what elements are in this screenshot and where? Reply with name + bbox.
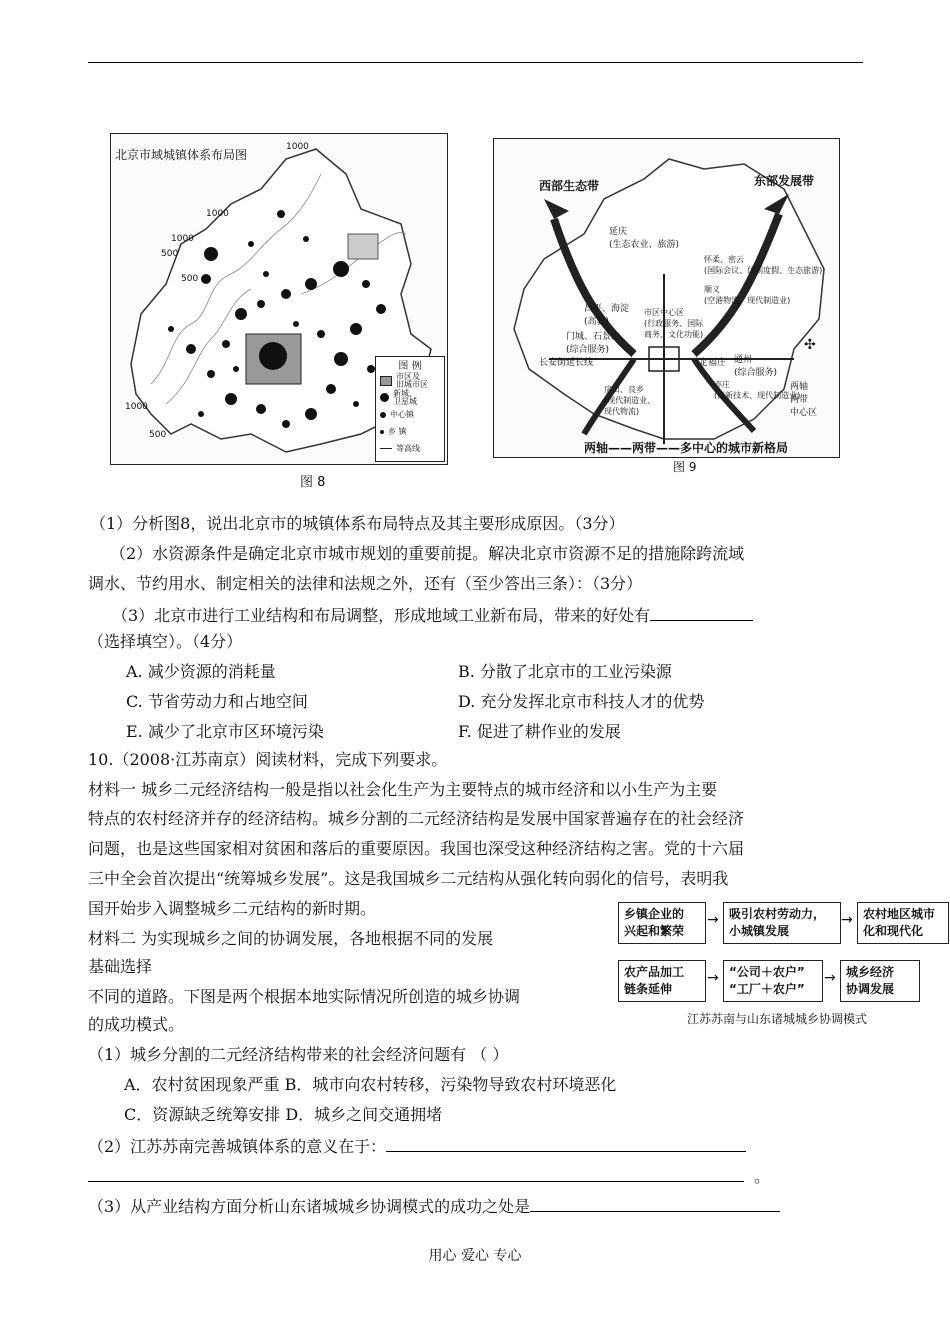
option-b[interactable]: B. 分散了北京市的工业污染源 [458,662,672,681]
sub-question-1: （1）城乡分割的二元经济结构带来的社会经济问题有 （ ） [88,1045,509,1064]
legend-row [376,423,444,440]
material-2-line: 不同的道路。下图是两个根据本地实际情况所创造的城乡协调 [88,987,521,1006]
question-10-head: 10.（2008·江苏南京）阅读材料，完成下列要求。 [88,750,448,769]
legend-title: 图 例 [398,361,422,372]
option-d[interactable]: D. 充分发挥北京市科技人才的优势 [458,692,705,711]
question-3-text: （3）北京市进行工业结构和布局调整，形成地域工业新布局，带来的好处有 [112,606,651,625]
option-a[interactable]: A. 减少资源的消耗量 [126,662,276,681]
sub-question-1-options[interactable]: A．农村贫困现象严重 B．城市向农村转移，污染物导致农村环境恶化 [124,1075,617,1094]
legend-label: 两轴 [790,382,809,392]
map-label: 昌平、海淀 (高教) [584,304,630,327]
map-label: 定福庄 [699,358,727,368]
flow-box: 农产品加工 链条延伸 [618,960,706,1002]
figure8-title: 北京市域城镇体系布局图 [115,148,248,162]
sub-question-3-text: （3）从产业结构方面分析山东诸城城乡协调模式的成功之处是 [88,1197,531,1216]
figure8-caption: 图 8 [300,475,326,490]
sub-question-2 [88,1133,746,1159]
map-label: 顺义 (空港物流、现代制造业) [704,285,791,305]
map-label: 亦庄 (高新技术、现代制造业) [714,380,801,400]
legend-label: 新城、 卫星城 [393,388,417,406]
sub-question-1-options[interactable]: C．资源缺乏统筹安排 D．城乡之间交通拥堵 [124,1105,443,1124]
legend-row [376,440,444,457]
question-2-line2: 调水、节约用水、制定相关的法律和法规之外，还有（至少答出三条）：（3分） [88,574,643,593]
legend-row [376,389,444,406]
arrow-right-icon: → [707,970,719,986]
page-footer: 用心 爱心 专心 [428,1248,522,1264]
map-label: 通州 (综合服务) [734,355,778,378]
question-1: （1）分析图8，说出北京市的城镇体系布局特点及其主要形成原因。（3分） [90,514,625,533]
material-1-line: 特点的农村经济并存的经济结构。城乡分割的二元经济结构是发展中国家普遍存在的社会经济 [88,809,745,828]
question-3-line1 [112,602,753,628]
answer-blank[interactable] [650,602,753,621]
map-label: 延庆 (生态农业、旅游) [609,227,680,250]
period: 。 [754,1167,771,1186]
material-1-line: 三中全会首次提出“统筹城乡发展”。这是我国城乡二元结构从强化转向弱化的信号，表明我 [88,869,729,888]
legend-label: 中心区 [790,408,818,418]
sub-question-2-continued [88,1163,770,1189]
option-c[interactable]: C. 节省劳动力和占地空间 [126,692,308,711]
option-f[interactable]: F. 促进了耕作业的发展 [458,722,621,741]
material-1-line: 问题，也是这些国家相对贫困和落后的重要原因。我国也深受这种经济结构之害。党的十六届 [88,839,745,858]
option-e[interactable]: E. 减少了北京市区环境污染 [126,722,324,741]
material-1-line: 材料一 城乡二元经济结构一般是指以社会化生产为主要特点的城市经济和以小生产为主要 [88,780,718,799]
contour-label: 1000 [206,209,229,219]
answer-blank[interactable] [530,1193,780,1212]
map-label: 怀柔、密云 (国际会议、休闲度假、生态旅游) [704,255,823,275]
question-3-line2: （选择填空）。（4分） [88,632,243,651]
arrow-right-icon: → [707,912,719,928]
legend-label: 等高线 [396,444,420,453]
map-label: 房山、良乡 (现代制造业、 现代物流) [604,385,656,416]
east-belt-label: 东部发展带 [754,174,815,188]
map-label: 门城、石景山 (综合服务) [566,332,621,355]
flow-caption: 江苏苏南与山东诸城城乡协调模式 [687,1012,868,1026]
legend-label: 中心镇 [390,410,414,419]
flow-box: 农村地区城市 化和现代化 [857,902,949,944]
figure9-caption: 图 9 [673,460,697,474]
sub-question-2-text: （2）江苏苏南完善城镇体系的意义在于： [88,1137,387,1156]
arrow-right-icon: → [841,912,853,928]
contour-label: 500 [161,249,179,259]
legend-row [376,406,444,423]
question-2-line1: （2）水资源条件是确定北京市城市规划的重要前提。解决北京市资源不足的措施除跨流域 [110,544,745,563]
compass-icon: ✣ [804,337,816,353]
legend-label: 乡 镇 [388,427,407,436]
flow-box: “公司＋农户” “工厂＋农户” [723,960,823,1002]
answer-blank[interactable] [386,1133,746,1152]
flow-box: 乡镇企业的 兴起和繁荣 [618,902,706,944]
west-belt-label: 西部生态带 [539,179,600,193]
material-2-line: 基础选择 [88,957,153,976]
figure9-map [493,138,840,458]
figure8-map [110,133,448,465]
legend-row [376,372,444,389]
header-rule [88,62,863,63]
answer-blank[interactable] [88,1163,744,1182]
contour-label: 500 [149,430,167,440]
contour-label: 1000 [125,402,148,412]
map-label: 长安街延长线 [539,358,594,368]
contour-label: 1000 [171,234,194,244]
figure9-legend [790,379,836,418]
legend-label: 两带 [790,395,809,405]
flow-diagram [615,898,950,1028]
map-label: 市区中心区 (行政服务、国际 商务、文化功能) [644,308,704,339]
flow-box: 吸引农村劳动力， 小城镇发展 [723,902,841,944]
contour-label: 500 [181,274,199,284]
flow-box: 城乡经济 协调发展 [840,960,920,1002]
sub-question-3 [88,1193,780,1219]
figure9-caption-main: 两轴——两带——多中心的城市新格局 [584,441,789,455]
contour-label: 1000 [286,142,309,152]
arrow-right-icon: → [824,970,836,986]
legend-label: 市区及 旧城市区 [396,371,428,389]
figure8-legend [375,356,445,462]
material-2-line: 材料二 为实现城乡之间的协调发展，各地根据不同的发展 [88,929,494,948]
material-2-line: 的成功模式。 [88,1015,185,1034]
material-1-line: 国开始步入调整城乡二元结构的新时期。 [88,899,377,918]
